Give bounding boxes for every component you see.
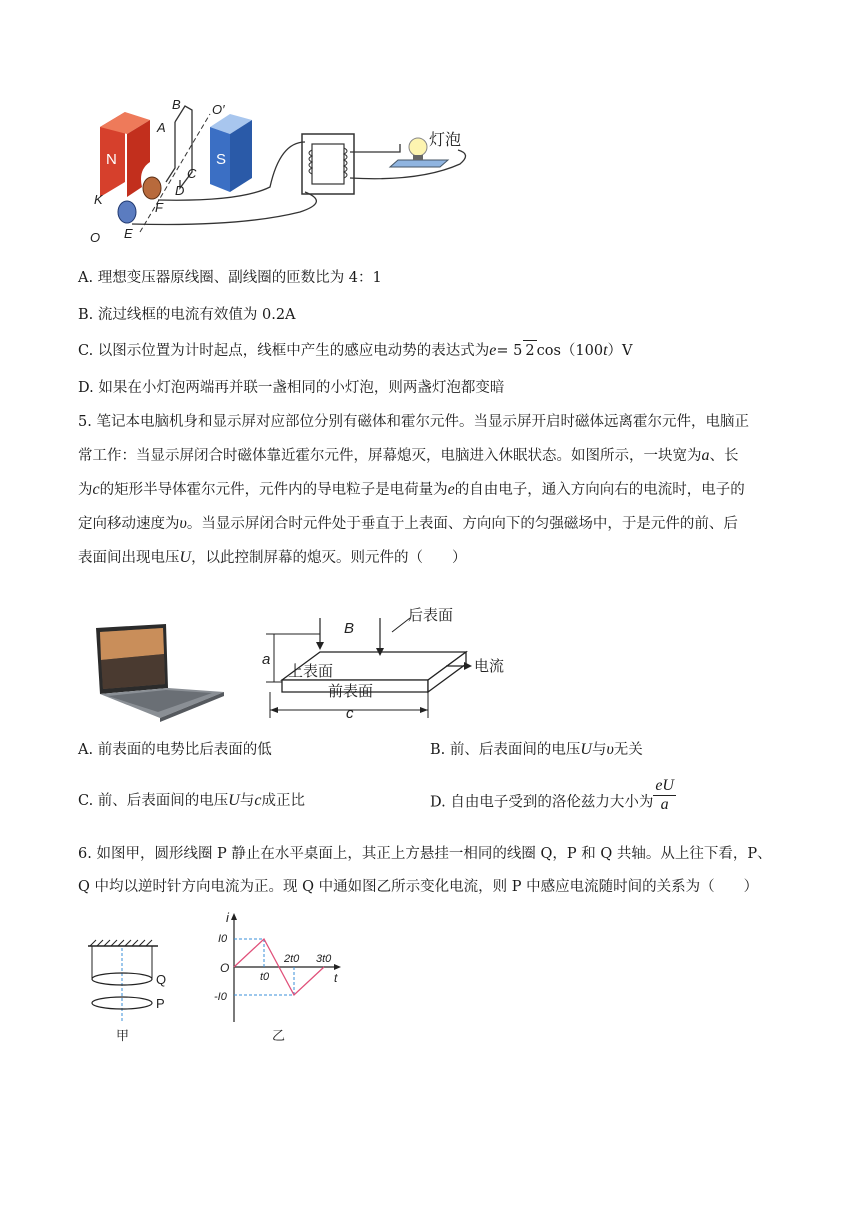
label-C: C [187, 166, 197, 181]
fig-jia-caption: 甲 [116, 1028, 130, 1043]
laptop-image [88, 622, 228, 722]
q4-option-a: A. 理想变压器原线圈、副线圈的匝数比为 4：1 [78, 270, 382, 286]
label-A: A [157, 120, 166, 135]
q5-option-c: C. 前、后表面间的电压U与c成正比 [78, 792, 305, 809]
label-K: K [94, 192, 103, 207]
tick-3t0: 3t0 [316, 953, 332, 965]
coil-P-label: P [156, 996, 165, 1011]
fig-yi-caption: 乙 [272, 1028, 286, 1043]
n-pole-label: N [106, 151, 117, 168]
origin-label: O [220, 961, 230, 975]
label-O-prime: O′ [212, 102, 225, 117]
axis-t-label: t [334, 971, 338, 985]
label-D: D [175, 183, 185, 198]
label-E: E [124, 226, 133, 241]
q5-option-a: A. 前表面的电势比后表面的低 [78, 742, 272, 758]
generator-transformer-figure [80, 92, 480, 252]
bulb-label: 灯泡 [429, 132, 462, 149]
hall-element-figure [252, 600, 512, 722]
hall-label-B: B [344, 620, 355, 637]
current-label: 电流 [474, 658, 505, 675]
axis-i-label: i [226, 910, 229, 925]
q6-stem: 6. 如图甲，圆形线圈 P 静止在水平桌面上，其正上方悬挂一相同的线圈 Q，P 和 Q 共轴。从上往下看，P、 Q 中均以逆时针方向电流为正。现 Q 中通如图乙所示变化电流，则 P 中感应电流随时间的关系为（ ） [78, 846, 772, 895]
tick-2t0: 2t0 [284, 953, 300, 965]
q4-option-c: C. 以图示位置为计时起点，线框中产生的感应电动势的表达式为e= 5 2 cos（100t）V [78, 342, 633, 359]
tick-I0: I0 [218, 933, 228, 945]
q5-stem: 5. 笔记本电脑机身和显示屏对应部位分别有磁体和霍尔元件。当显示屏开启时磁体远离霍尔元件，电脑正 常工作：当显示屏闭合时磁体靠近霍尔元件，屏幕熄灭，电脑进入休眠状态。如图所示，一块宽为a、长 为c的矩形半导体霍尔元件，元件内的导电粒子是电荷量为e的自由电子，通入方向向右的电流时，电子的 定向移动速度为υ。当显示屏闭合时元件处于垂直于上表面、方向向下的匀强磁场中，于是元件的前、后 表面间出现电压U，以此控制屏幕的熄灭。则元件的（ ） [78, 414, 749, 566]
current-graph-yi [212, 910, 352, 1046]
label-B: B [172, 97, 181, 112]
label-F: F [155, 200, 163, 215]
s-pole-label: S [216, 151, 227, 168]
hall-label-a: a [262, 651, 271, 668]
front-surface-label: 前表面 [328, 683, 374, 700]
q5-option-b: B. 前、后表面间的电压U与υ无关 [430, 741, 643, 758]
q5-option-d: D. 自由电子受到的洛伦兹力大小为 $\frac{eU}{a}$ [430, 777, 674, 813]
label-O: O [90, 230, 101, 245]
top-surface-label: 上表面 [288, 663, 334, 680]
q4-option-d: D. 如果在小灯泡两端再并联一盏相同的小灯泡，则两盏灯泡都变暗 [78, 380, 505, 396]
back-surface-label: 后表面 [408, 607, 454, 624]
coil-figure-jia [82, 936, 182, 1046]
hall-label-c: c [346, 705, 354, 722]
coil-Q-label: Q [156, 972, 167, 987]
tick-t0: t0 [260, 971, 270, 983]
tick-neg-I0: -I0 [214, 991, 227, 1003]
q4-option-b: B. 流过线框的电流有效值为 0.2A [78, 307, 296, 323]
